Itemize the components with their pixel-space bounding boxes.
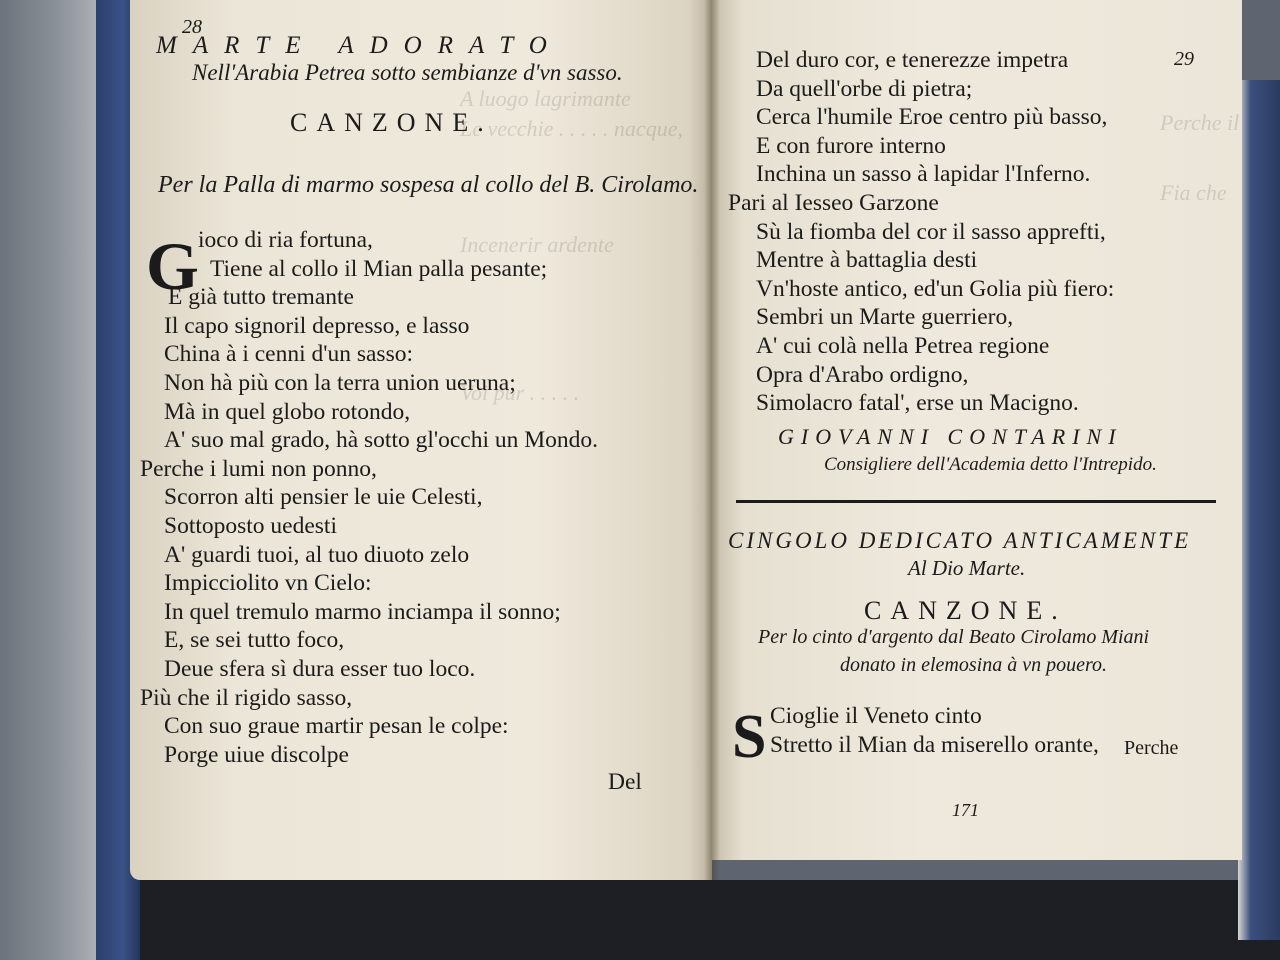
verse-line: Da quell'orbe di pietra; [756,75,973,102]
verse-line: ioco di ria fortuna, [198,227,373,253]
dedication: Per la Palla di marmo sospesa al collo del B. Cirolamo. [158,172,699,198]
verse-line: Inchina un sasso à lapidar l'Inferno. [756,161,1091,188]
verse-line: Tiene al collo il Mian palla pesante; [210,255,548,282]
dedication-line: donato in elemosina à vn pouero. [840,654,1108,676]
dedication-line: Per lo cinto d'argento dal Beato Cirolamo Miani [758,626,1150,648]
bleed-through: Le vecchie . . . . . nacque, [460,116,683,141]
page-number: 29 [1174,48,1194,70]
bleed-through: Incenerir ardente [460,232,614,257]
verse-line: Il capo signoril depresso, e lasso [164,312,470,339]
verse-block [140,226,695,769]
running-head: MARTE ADORATO [156,32,563,59]
verse-line: In quel tremulo marmo inciampa il sonno; [164,598,561,625]
verse-line: A' guardi tuoi, al tuo diuoto zelo [164,541,470,568]
verse-line: Più che il rigido sasso, [140,684,353,711]
book-cover-right [1238,80,1280,940]
verse-line: A' suo mal grado, hà sotto gl'occhi un Mondo. [164,427,599,454]
background-bottom [140,880,1280,960]
verse-line: Sembri un Marte guerriero, [756,304,1014,331]
verse-block [770,702,1099,759]
verse-line: A' cui colà nella Petrea regione [756,332,1050,359]
verse-line: E con furore interno [756,132,946,159]
author-name: GIOVANNI CONTARINI [778,424,1123,449]
bleed-through: Voi pur . . . . . [460,380,580,405]
verse-line: Con suo graue martir pesan le colpe: [164,713,509,740]
verse-line: Perche i lumi non ponno, [140,455,377,482]
right-page [712,0,1242,860]
bleed-through: Perche il [1160,110,1240,135]
verse-block [728,46,1168,418]
section-divider [736,500,1216,503]
verse-line: Mà in quel globo rotondo, [164,398,411,425]
bleed-through: A luogo lagrimante [460,86,631,111]
bleed-through: Fia che [1160,180,1227,205]
second-subtitle: Al Dio Marte. [908,556,1026,580]
verse-line: Opra d'Arabo ordigno, [756,361,969,388]
verse-line: Pari al Iesseo Garzone [728,189,939,216]
verse-line: Simolacro fatal', erse un Macigno. [756,390,1079,417]
verse-line: Sù la fiomba del cor il sasso apprefti, [756,218,1106,245]
drop-cap: S [732,703,767,771]
verse-line: E, se sei tutto foco, [164,627,345,654]
catchword: Perche [1124,737,1179,759]
verse-line: Sottoposto uedesti [164,512,337,539]
left-page [130,0,712,880]
second-title: CINGOLO DEDICATO ANTICAMENTE [728,528,1192,553]
verse-line: Cioglie il Veneto cinto [770,703,982,729]
book-gutter [704,0,720,880]
verse-line: Scorron alti pensier le uie Celesti, [164,484,483,511]
section-title: CANZONE. [864,596,1067,625]
verse-line: China à i cenni d'un sasso: [164,341,413,368]
verse-line: Porge uiue discolpe [164,741,349,768]
catchword: Del [608,769,642,795]
page-subtitle: Nell'Arabia Petrea sotto sembianze d'vn sasso. [192,60,623,85]
verse-line: Cerca l'humile Eroe centro più basso, [756,104,1108,131]
verse-line: Impicciolito vn Cielo: [164,570,372,597]
verse-line: Vn'hoste antico, ed'un Golia più fiero: [756,275,1115,302]
verse-line: Deue sfera sì dura esser tuo loco. [164,655,476,682]
verse-line: Del duro cor, e tenerezze impetra [756,47,1069,73]
page-number: 28 [182,16,202,38]
author-role: Consigliere dell'Academia detto l'Intrepido. [824,454,1157,475]
drop-cap: G [146,228,199,304]
verse-line: Mentre à battaglia desti [756,247,978,274]
verse-line: E già tutto tremante [168,284,354,311]
verse-line: Stretto il Mian da miserello orante, [770,731,1099,758]
section-title: CANZONE. [290,108,493,137]
verse-line: Non hà più con la terra union ueruna; [164,369,516,396]
folio-number: 171 [952,800,979,820]
